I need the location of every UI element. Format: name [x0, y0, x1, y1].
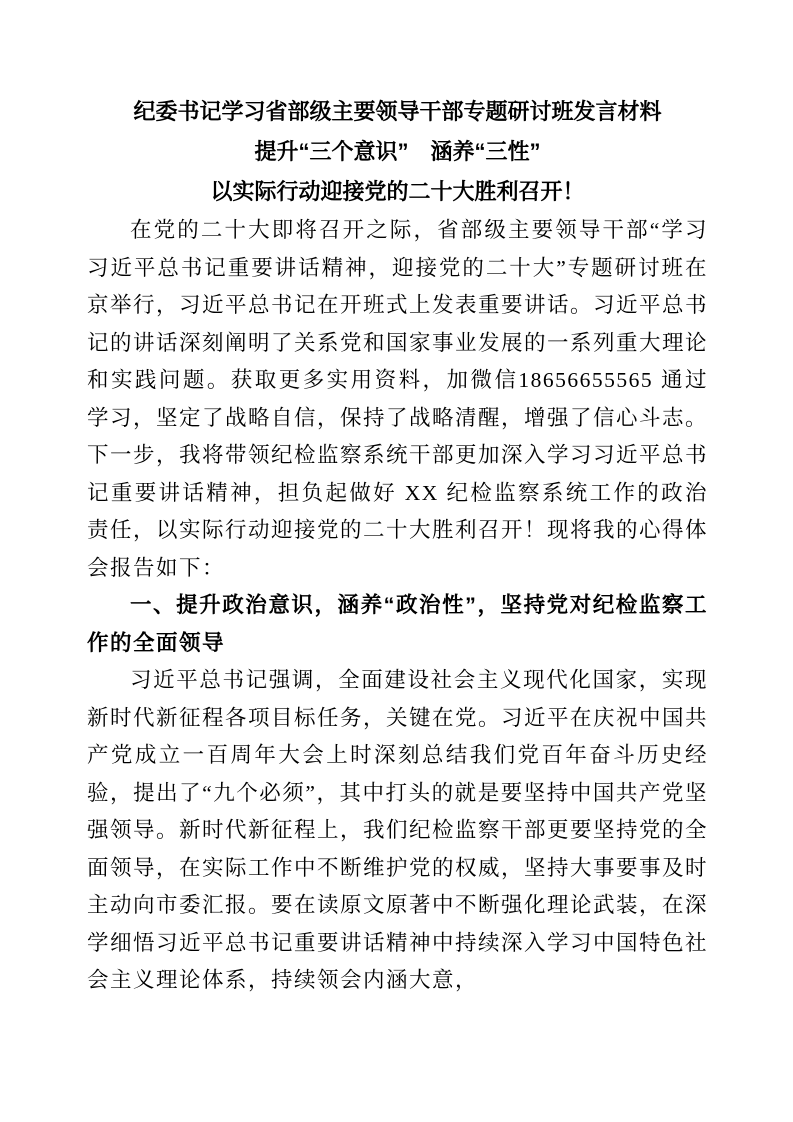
- paragraph-section-1-body: 习近平总书记强调，全面建设社会主义现代化国家，实现新时代新征程各项目标任务，关键在党。习近平在庆祝中国共产党成立一百周年大会上时深刻总结我们党百年奋斗历史经验，提出了“九个必须”，其中打头的就是要坚持中国共产党坚强领导。新时代新征程上，我们纪检监察干部更要坚持党的全面领导，在实际工作中不断维护党的权威，坚持大事要事及时主动向市委汇报。要在读原文原著中不断强化理论武装，在深学细悟习近平总书记重要讲话精神中持续深入学习中国特色社会主义理论体系，持续领会内涵大意，: [87, 668, 709, 992]
- section-heading-1: 一、提升政治意识，涵养“政治性”，坚持党对纪检监察工作的全面领导: [87, 593, 708, 655]
- document-title-line-3: 以实际行动迎接党的二十大胜利召开！: [210, 179, 585, 204]
- document-title-line-1: 纪委书记学习省部级主要领导干部专题研讨班发言材料: [133, 99, 662, 124]
- document-title-line-2: 提升“三个意识” 涵养“三性”: [254, 139, 541, 164]
- paragraph-intro: 在党的二十大即将召开之际，省部级主要领导干部“学习习近平总书记重要讲话精神，迎接党的二十大”专题研讨班在京举行，习近平总书记在开班式上发表重要讲话。习近平总书记的讲话深刻阐明了关系党和国家事业发展的一系列重大理论和实践问题。获取更多实用资料，加微信18656655565 通过学习，坚定了战略自信，保持了战略清醒，增强了信心斗志。下一步，我将带领纪检监察系统干部更加深入学习习近平总书记重要讲话精神，担负起做好 XX 纪检监察系统工作的政治责任，以实际行动迎接党的二十大胜利召开！现将我的心得体会报告如下：: [87, 218, 709, 580]
